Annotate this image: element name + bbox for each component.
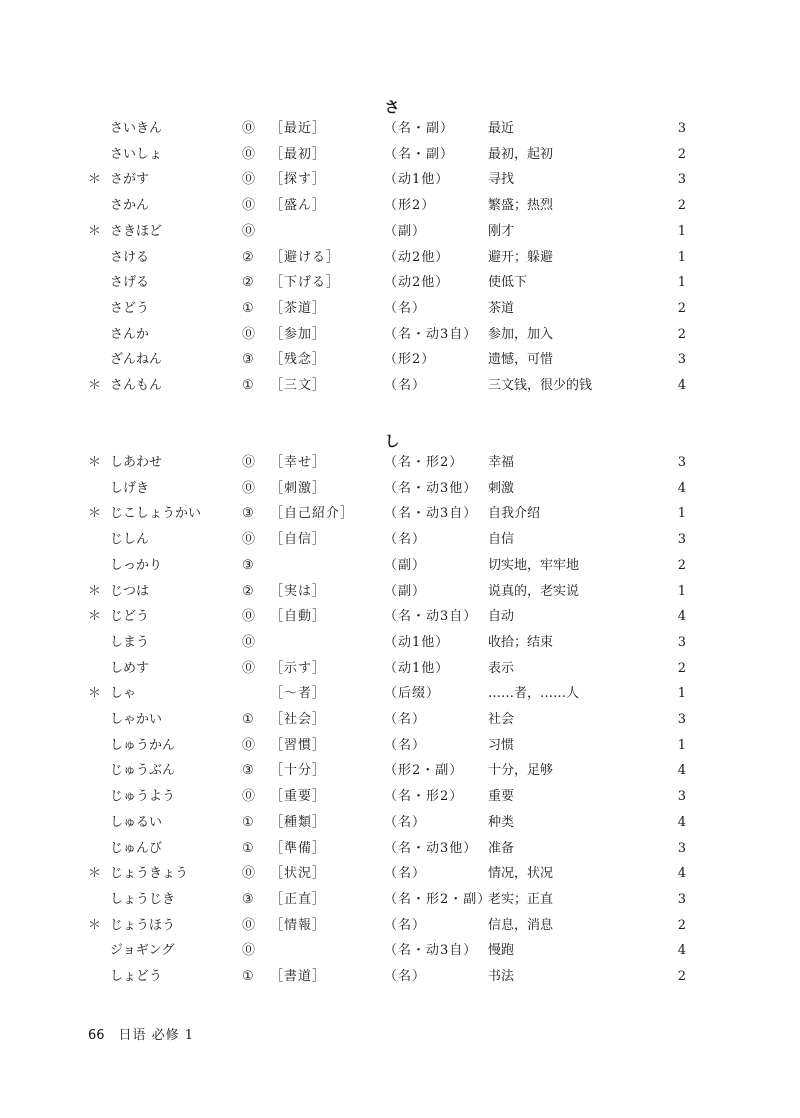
entry-kana: じょうきょう <box>110 866 189 882</box>
entry-kanji: ［最初］ <box>270 146 327 162</box>
vocab-row <box>0 503 800 525</box>
entry-lesson: 3 <box>677 352 686 368</box>
entry-lesson: 3 <box>677 712 686 727</box>
entry-accent: ③ <box>242 352 254 368</box>
vocab-row <box>0 118 800 140</box>
entry-lesson: 3 <box>677 121 686 136</box>
vocab-row <box>0 658 800 680</box>
star-mark: ＊ <box>88 506 102 522</box>
entry-kanji: ［盛ん］ <box>270 198 327 214</box>
entry-meaning: 老实；正直 <box>488 891 554 907</box>
entry-kana: さんか <box>110 326 150 342</box>
entry-meaning: 自动 <box>488 609 515 625</box>
star-mark: ＊ <box>88 172 102 188</box>
entry-lesson: 4 <box>677 866 686 882</box>
entry-kana: さきほど <box>110 223 163 239</box>
entry-lesson: 4 <box>677 378 686 393</box>
entry-kanji: ［三文］ <box>270 378 327 393</box>
book-title: 日语 必修 1 <box>118 1028 195 1043</box>
entry-lesson: 3 <box>677 891 686 907</box>
vocab-row <box>0 735 800 757</box>
entry-kana: さいしょ <box>110 146 163 162</box>
entry-part-of-speech: （名） <box>384 378 427 393</box>
vocab-row <box>0 324 800 346</box>
entry-lesson: 2 <box>677 557 686 573</box>
entry-kana: ざんねん <box>110 352 163 368</box>
entry-kanji: ［正直］ <box>270 891 327 907</box>
entry-lesson: 3 <box>677 455 686 470</box>
entry-kana: さんもん <box>110 378 163 393</box>
star-mark: ＊ <box>88 378 102 393</box>
vocab-row <box>0 221 800 243</box>
entry-part-of-speech: （形2） <box>384 352 436 368</box>
entry-meaning: 三文钱，很少的钱 <box>488 378 593 393</box>
page-footer <box>88 1024 194 1043</box>
vocab-row <box>0 966 800 988</box>
entry-accent: ⓪ <box>242 737 256 753</box>
entry-kana: じこしょうかい <box>110 506 202 522</box>
entry-meaning: 使低下 <box>488 275 528 291</box>
entry-accent: ⓪ <box>242 609 256 625</box>
entry-kana: さいきん <box>110 121 163 136</box>
entry-accent: ② <box>242 275 254 291</box>
vocab-row <box>0 195 800 217</box>
vocab-row <box>0 144 800 166</box>
entry-lesson: 4 <box>677 943 686 959</box>
entry-part-of-speech: （名） <box>384 969 427 984</box>
entry-lesson: 1 <box>677 249 686 265</box>
entry-kana: しげき <box>110 480 150 496</box>
entry-kanji: ［参加］ <box>270 326 327 342</box>
entry-accent: ⓪ <box>242 146 256 162</box>
entry-part-of-speech: （名・副） <box>384 146 455 162</box>
entry-part-of-speech: （名・动3自） <box>384 326 478 342</box>
entry-kana: しゃ <box>110 686 137 702</box>
entry-meaning: 情况，状况 <box>488 866 554 882</box>
star-mark: ＊ <box>88 686 102 702</box>
entry-part-of-speech: （动1他） <box>384 660 450 676</box>
entry-accent: ③ <box>242 763 254 779</box>
entry-kanji: ［茶道］ <box>270 300 327 316</box>
vocab-row <box>0 298 800 320</box>
entry-kanji: ［習慣］ <box>270 737 327 753</box>
entry-kanji: ［種類］ <box>270 814 327 830</box>
entry-kanji: ［自信］ <box>270 532 327 548</box>
entry-accent: ① <box>242 814 254 830</box>
entry-kanji: ［実は］ <box>270 583 327 599</box>
entry-lesson: 3 <box>677 840 686 856</box>
entry-part-of-speech: （后缀） <box>384 686 441 702</box>
entry-kana: さかん <box>110 198 150 214</box>
entry-kanji: ［刺激］ <box>270 480 327 496</box>
entry-kana: しゅるい <box>110 814 163 830</box>
entry-meaning: 自我介绍 <box>488 506 541 522</box>
entry-lesson: 2 <box>677 198 686 214</box>
entry-kanji: ［情報］ <box>270 917 327 933</box>
entry-part-of-speech: （副） <box>384 223 427 239</box>
entry-kana: じしん <box>110 532 150 548</box>
entry-accent: ⓪ <box>242 121 256 136</box>
entry-part-of-speech: （动1他） <box>384 634 450 650</box>
entry-accent: ⓪ <box>242 943 256 959</box>
entry-kana: さげる <box>110 275 150 291</box>
entry-meaning: 书法 <box>488 969 515 984</box>
section-heading: さ <box>384 98 400 116</box>
entry-part-of-speech: （动1他） <box>384 172 450 188</box>
entry-meaning: 说真的，老实说 <box>488 583 580 599</box>
entry-kanji: ［幸せ］ <box>270 455 327 470</box>
entry-meaning: 幸福 <box>488 455 515 470</box>
entry-accent: ⓪ <box>242 198 256 214</box>
page-number: 66 <box>88 1028 105 1043</box>
vocab-row <box>0 529 800 551</box>
entry-part-of-speech: （副） <box>384 557 427 573</box>
entry-kana: しゅうかん <box>110 737 176 753</box>
entry-lesson: 1 <box>677 275 686 291</box>
entry-lesson: 2 <box>677 146 686 162</box>
vocab-row <box>0 247 800 269</box>
entry-lesson: 1 <box>677 737 686 753</box>
entry-lesson: 4 <box>677 763 686 779</box>
vocab-row <box>0 581 800 603</box>
entry-accent: ① <box>242 712 254 727</box>
entry-part-of-speech: （名） <box>384 866 427 882</box>
entry-lesson: 4 <box>677 609 686 625</box>
entry-part-of-speech: （名） <box>384 917 427 933</box>
entry-meaning: 十分，足够 <box>488 763 554 779</box>
entry-lesson: 2 <box>677 969 686 984</box>
vocab-row <box>0 760 800 782</box>
entry-kana: さがす <box>110 172 150 188</box>
star-mark: ＊ <box>88 866 102 882</box>
entry-meaning: 重要 <box>488 789 515 805</box>
entry-meaning: 慢跑 <box>488 943 515 959</box>
vocab-row <box>0 863 800 885</box>
entry-accent: ② <box>242 583 254 599</box>
star-mark: ＊ <box>88 917 102 933</box>
star-mark: ＊ <box>88 609 102 625</box>
entry-kanji: ［下げる］ <box>270 275 341 291</box>
entry-meaning: 茶道 <box>488 300 515 316</box>
entry-kanji: ［十分］ <box>270 763 327 779</box>
entry-meaning: 信息，消息 <box>488 917 554 933</box>
entry-kana: しめす <box>110 660 150 676</box>
entry-accent: ⓪ <box>242 480 256 496</box>
vocab-row <box>0 786 800 808</box>
entry-kana: じゅうぶん <box>110 763 176 779</box>
entry-lesson: 1 <box>677 583 686 599</box>
entry-kana: ジョギング <box>110 943 175 959</box>
entry-kana: じどう <box>110 609 150 625</box>
vocab-row <box>0 683 800 705</box>
entry-meaning: 收拾；结束 <box>488 634 554 650</box>
entry-accent: ⓪ <box>242 172 256 188</box>
entry-part-of-speech: （动2他） <box>384 249 450 265</box>
vocab-row <box>0 375 800 397</box>
entry-kanji: ［示す］ <box>270 660 327 676</box>
entry-part-of-speech: （名・动3自） <box>384 609 478 625</box>
entry-part-of-speech: （副） <box>384 583 427 599</box>
star-mark: ＊ <box>88 223 102 239</box>
entry-part-of-speech: （名） <box>384 814 427 830</box>
entry-meaning: 繁盛；热烈 <box>488 198 554 214</box>
entry-lesson: 3 <box>677 172 686 188</box>
entry-lesson: 3 <box>677 789 686 805</box>
entry-kana: しあわせ <box>110 455 163 470</box>
entry-part-of-speech: （名・副） <box>384 121 455 136</box>
entry-meaning: 刺激 <box>488 480 515 496</box>
entry-kana: じつは <box>110 583 150 599</box>
entry-lesson: 3 <box>677 634 686 650</box>
entry-meaning: 准备 <box>488 840 515 856</box>
entry-meaning: 自信 <box>488 532 515 548</box>
vocab-row <box>0 555 800 577</box>
vocab-row <box>0 169 800 191</box>
entry-meaning: 社会 <box>488 712 515 727</box>
entry-part-of-speech: （动2他） <box>384 275 450 291</box>
entry-accent: ⓪ <box>242 455 256 470</box>
entry-part-of-speech: （名・形2） <box>384 455 464 470</box>
vocab-row <box>0 452 800 474</box>
section-heading: し <box>384 432 400 450</box>
entry-meaning: 避开；躲避 <box>488 249 554 265</box>
entry-kanji: ［自動］ <box>270 609 327 625</box>
entry-accent: ⓪ <box>242 326 256 342</box>
entry-lesson: 4 <box>677 480 686 496</box>
entry-lesson: 1 <box>677 506 686 522</box>
entry-lesson: 2 <box>677 326 686 342</box>
entry-accent: ⓪ <box>242 532 256 548</box>
entry-part-of-speech: （形2・副） <box>384 763 464 779</box>
entry-part-of-speech: （名） <box>384 737 427 753</box>
entry-meaning: 最近 <box>488 121 515 136</box>
entry-meaning: ……者，……人 <box>488 686 580 702</box>
entry-accent: ⓪ <box>242 789 256 805</box>
entry-part-of-speech: （名・动3自） <box>384 506 478 522</box>
entry-kanji: ［状況］ <box>270 866 327 882</box>
vocab-row <box>0 940 800 962</box>
entry-part-of-speech: （名・形2・副） <box>384 891 492 907</box>
entry-part-of-speech: （名） <box>384 300 427 316</box>
vocab-row <box>0 889 800 911</box>
entry-kana: さける <box>110 249 150 265</box>
entry-meaning: 最初，起初 <box>488 146 554 162</box>
entry-accent: ① <box>242 969 254 984</box>
entry-accent: ① <box>242 378 254 393</box>
entry-accent: ⓪ <box>242 223 256 239</box>
entry-meaning: 种类 <box>488 814 515 830</box>
entry-kanji: ［探す］ <box>270 172 327 188</box>
star-mark: ＊ <box>88 583 102 599</box>
entry-kanji: ［最近］ <box>270 121 327 136</box>
entry-kana: じゅんび <box>110 840 163 856</box>
entry-lesson: 2 <box>677 917 686 933</box>
entry-kana: さどう <box>110 300 150 316</box>
entry-kana: しっかり <box>110 557 163 573</box>
entry-part-of-speech: （名・形2） <box>384 789 464 805</box>
entry-meaning: 切实地，牢牢地 <box>488 557 580 573</box>
vocab-row <box>0 632 800 654</box>
entry-part-of-speech: （名・动3自） <box>384 943 478 959</box>
entry-lesson: 1 <box>677 686 686 702</box>
entry-accent: ③ <box>242 891 254 907</box>
entry-accent: ① <box>242 840 254 856</box>
entry-kanji: ［避ける］ <box>270 249 341 265</box>
vocab-row <box>0 478 800 500</box>
entry-meaning: 习惯 <box>488 737 515 753</box>
entry-lesson: 2 <box>677 300 686 316</box>
vocab-row <box>0 915 800 937</box>
entry-meaning: 参加，加入 <box>488 326 554 342</box>
entry-kanji: ［残念］ <box>270 352 327 368</box>
entry-meaning: 刚才 <box>488 223 515 239</box>
entry-kana: じゅうよう <box>110 789 176 805</box>
entry-accent: ⓪ <box>242 634 256 650</box>
vocab-row <box>0 709 800 731</box>
entry-part-of-speech: （形2） <box>384 198 436 214</box>
entry-kanji: ［自己紹介］ <box>270 506 355 522</box>
star-mark: ＊ <box>88 455 102 470</box>
entry-kanji: ［～者］ <box>270 686 327 702</box>
vocab-row <box>0 272 800 294</box>
entry-kana: しょどう <box>110 969 163 984</box>
entry-kana: しゃかい <box>110 712 163 727</box>
entry-lesson: 3 <box>677 532 686 548</box>
entry-lesson: 4 <box>677 814 686 830</box>
entry-kanji: ［準備］ <box>270 840 327 856</box>
entry-meaning: 寻找 <box>488 172 515 188</box>
entry-kanji: ［書道］ <box>270 969 327 984</box>
vocab-row <box>0 838 800 860</box>
entry-kana: しまう <box>110 634 150 650</box>
entry-kanji: ［重要］ <box>270 789 327 805</box>
entry-part-of-speech: （名・动3他） <box>384 840 478 856</box>
entry-part-of-speech: （名） <box>384 532 427 548</box>
entry-kana: じょうほう <box>110 917 176 933</box>
entry-accent: ⓪ <box>242 866 256 882</box>
entry-meaning: 遗憾，可惜 <box>488 352 554 368</box>
vocab-row <box>0 349 800 371</box>
entry-accent: ⓪ <box>242 917 256 933</box>
entry-accent: ⓪ <box>242 660 256 676</box>
entry-accent: ② <box>242 249 254 265</box>
entry-kana: しょうじき <box>110 891 176 907</box>
entry-lesson: 1 <box>677 223 686 239</box>
entry-accent: ③ <box>242 506 254 522</box>
entry-part-of-speech: （名・动3他） <box>384 480 478 496</box>
vocab-row <box>0 812 800 834</box>
entry-part-of-speech: （名） <box>384 712 427 727</box>
entry-lesson: 2 <box>677 660 686 676</box>
entry-kanji: ［社会］ <box>270 712 327 727</box>
entry-accent: ③ <box>242 557 254 573</box>
entry-accent: ① <box>242 300 254 316</box>
vocab-row <box>0 606 800 628</box>
entry-meaning: 表示 <box>488 660 515 676</box>
